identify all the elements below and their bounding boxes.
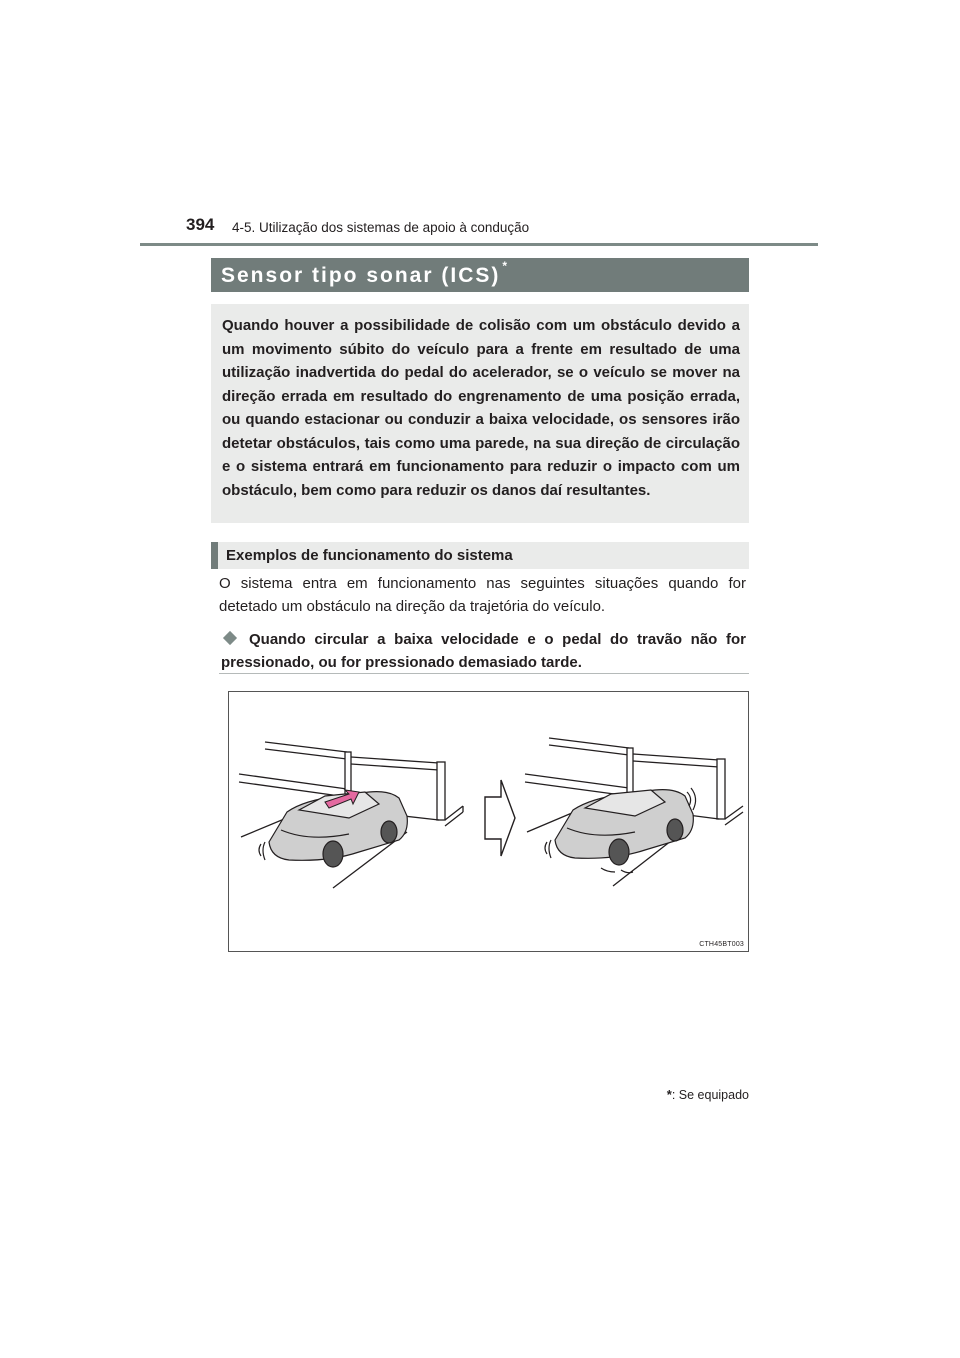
figure-frame	[228, 691, 749, 952]
footnote-text: : Se equipado	[671, 1088, 749, 1102]
subsection-title: Exemplos de funcionamento do sistema	[226, 547, 513, 564]
page-number: 394	[186, 215, 215, 234]
situation-text: Quando circular a baixa velocidade e o pedal do travão não for pressionado, ou for pressionado demasiado tarde.	[221, 631, 746, 671]
diamond-icon	[223, 631, 237, 645]
equipped-mark: *	[502, 258, 510, 273]
header-rule	[140, 243, 818, 246]
figure-illustration	[229, 692, 748, 951]
section-title-bar	[211, 258, 749, 292]
asterisk-icon: *	[666, 1087, 672, 1102]
situation-rule	[219, 673, 749, 674]
figure-code: CTH45BT003	[699, 941, 744, 948]
subsection-body: O sistema entra em funcionamento nas seguintes situações quando for detetado um obstáculo na direção da trajetória do veículo.	[219, 575, 746, 615]
car-right	[545, 788, 696, 873]
intro-text: Quando houver a possibilidade de colisão com um obstáculo devido a um movimento súbito do veículo para a frente em resultado de uma utilização inadvertida do pedal do acelerador, se o veículo se mover na direção errada em resultado do engrenamento de uma posição errada, ou quando estacionar ou conduzir a baixa velocidade, os sensores irão detetar obstáculos, tais como uma parede, na sua direção de circulação e o sistema entrará em funcionamento para reduzir o impacto com um obstáculo, bem como para reduzir os danos daí resultantes.	[222, 317, 740, 499]
chapter-title: 4-5. Utilização dos sistemas de apoio à condução	[232, 220, 530, 235]
footnote	[667, 1087, 749, 1102]
sequence-arrow-icon	[485, 780, 515, 856]
intro-box	[211, 304, 749, 523]
situation-item	[221, 628, 746, 674]
subsection-bar	[211, 542, 749, 569]
section-title: Sensor tipo sonar (ICS) *	[221, 258, 510, 287]
